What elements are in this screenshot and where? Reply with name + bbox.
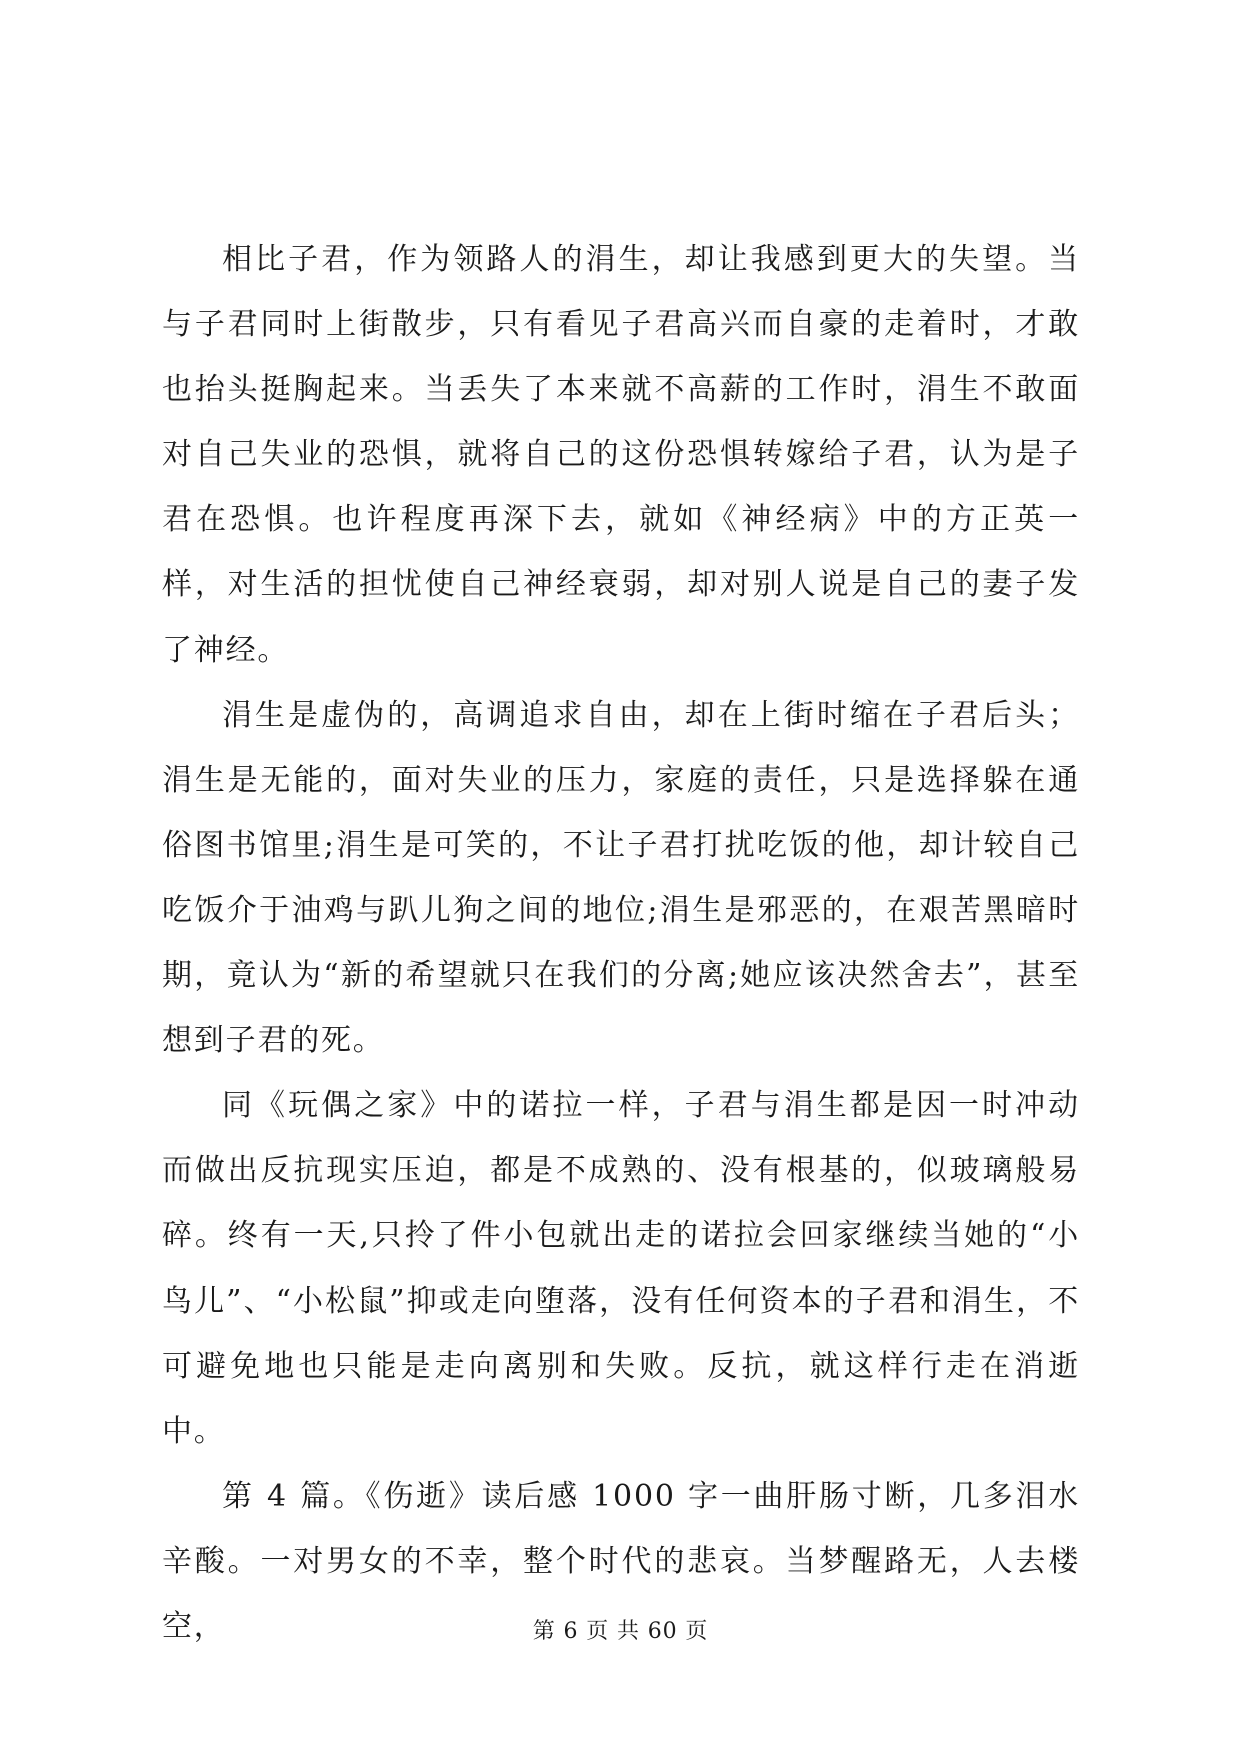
paragraph-4: 第 4 篇。《伤逝》读后感 1000 字一曲肝肠寸断，几多泪水辛酸。一对男女的不幸，整个时代的悲哀。当梦醒路无，人去楼空， bbox=[162, 1478, 1080, 1644]
paragraph-2: 涓生是虚伪的，高调追求自由，却在上街时缩在子君后头；涓生是无能的，面对失业的压力，家庭的责任，只是选择躲在通俗图书馆里;涓生是可笑的，不让子君打扰吃饭的他，却计较自己吃饭介于油鸡与趴儿狗之间的地位;涓生是邪恶的，在艰苦黑暗时期，竟认为“新的希望就只在我们的分离;她应该决然舍去”，甚至想到子君的死。 bbox=[162, 697, 1080, 1059]
paragraph-3: 同《玩偶之家》中的诺拉一样，子君与涓生都是因一时冲动而做出反抗现实压迫，都是不成熟的、没有根基的，似玻璃般易碎。终有一天,只拎了件小包就出走的诺拉会回家继续当她的“小鸟儿”、“小松鼠”抑或走向堕落，没有任何资本的子君和涓生，不可避免地也只能是走向离别和失败。反抗，就这样行走在消逝中。 bbox=[162, 1088, 1080, 1449]
paragraph-1: 相比子君，作为领路人的涓生，却让我感到更大的失望。当与子君同时上街散步，只有看见子君高兴而自豪的走着时，才敢也抬头挺胸起来。当丢失了本来就不高薪的工作时，涓生不敢面对自己失业的恐惧，就将自己的这份恐惧转嫁给子君，认为是子君在恐惧。也许程度再深下去，就如《神经病》中的方正英一样，对生活的担忧使自己神经衰弱，却对别人说是自己的妻子发了神经。 bbox=[162, 242, 1080, 668]
page-number-footer: 第 6 页 共 60 页 bbox=[532, 1619, 709, 1644]
body-text bbox=[162, 227, 1080, 1659]
